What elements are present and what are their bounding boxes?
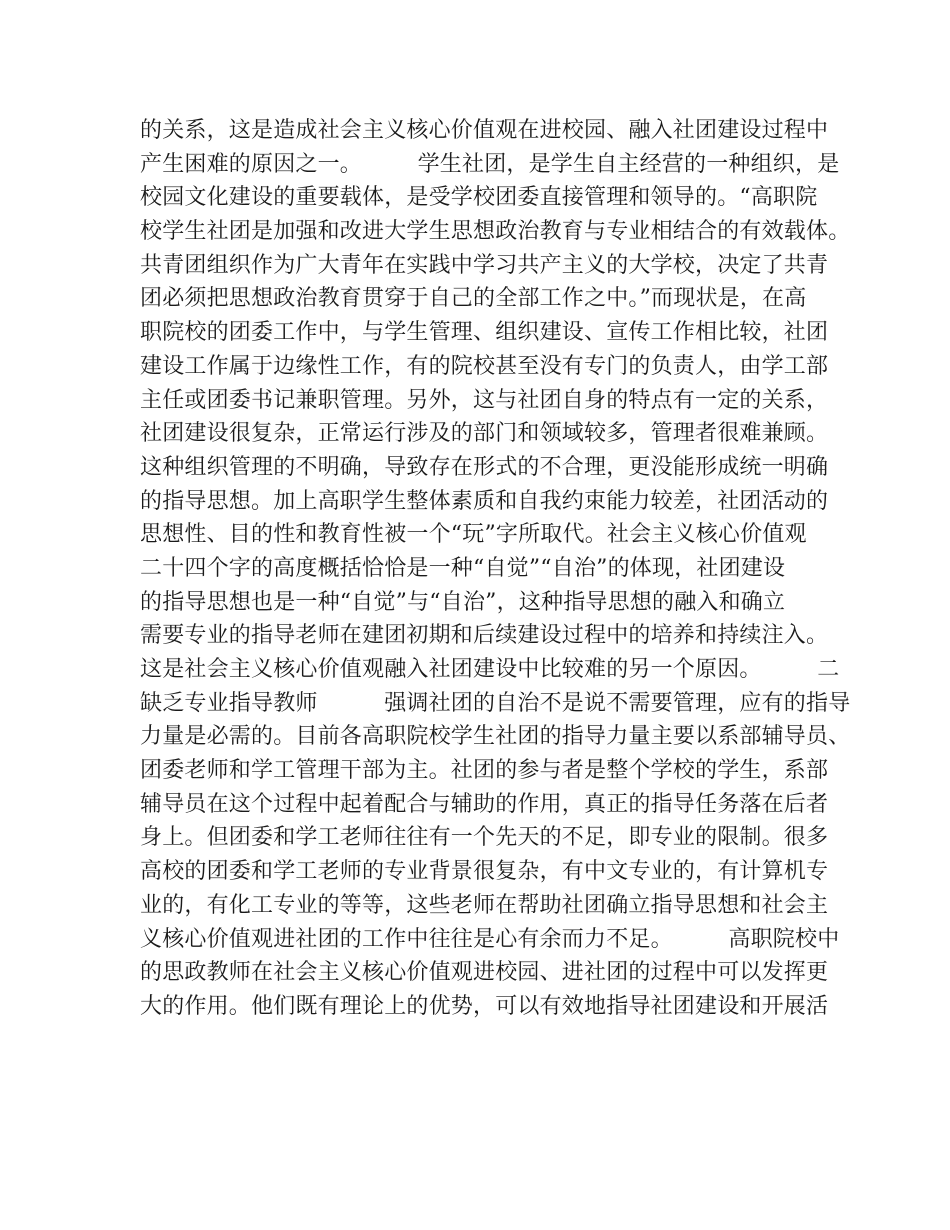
text-line: 社团建设很复杂，正常运行涉及的部门和领域较多，管理者很难兼顾。 xyxy=(140,421,829,447)
text-line: 这是社会主义核心价值观融入社团建设中比较难的另一个原因。 二 xyxy=(140,657,840,682)
text-line: 义核心价值观进社团的工作中往往是心有余而力不足。 高职院校中 xyxy=(140,926,840,952)
text-line: 这种组织管理的不明确，导致存在形式的不合理，更没能形成统一明确 xyxy=(140,454,829,480)
text-line: 二十四个字的高度概括恰恰是一种“自觉”“自治”的体现，社团建设 xyxy=(140,555,786,581)
text-line: 主任或团委书记兼职管理。另外，这与社团自身的特点有一定的关系， xyxy=(140,387,829,413)
text-line: 的思政教师在社会主义核心价值观进校园、进社团的过程中可以发挥更 xyxy=(140,960,829,986)
text-line: 大的作用。他们既有理论上的优势，可以有效地指导社团建设和开展活 xyxy=(140,993,829,1019)
text-line: 需要专业的指导老师在建团初期和后续建设过程中的培养和持续注入。 xyxy=(140,623,829,649)
text-line: 业的，有化工专业的等等，这些老师在帮助社团确立指导思想和社会主 xyxy=(140,892,829,918)
text-line: 团委老师和学工管理干部为主。社团的参与者是整个学校的学生，系部 xyxy=(140,758,829,784)
text-line: 建设工作属于边缘性工作，有的院校甚至没有专门的负责人，由学工部 xyxy=(140,353,829,379)
text-line: 的指导思想。加上高职学生整体素质和自我约束能力较差，社团活动的 xyxy=(140,488,829,514)
text-line: 思想性、目的性和教育性被一个“玩”字所取代。社会主义核心价值观 xyxy=(140,522,807,548)
text-line: 团必须把思想政治教育贯穿于自己的全部工作之中。”而现状是，在高 xyxy=(140,286,807,312)
text-line: 校学生社团是加强和改进大学生思想政治教育与专业相结合的有效载体。 xyxy=(140,219,851,245)
text-line: 共青团组织作为广大青年在实践中学习共产主义的大学校，决定了共青 xyxy=(140,252,829,278)
text-line: 缺乏专业指导教师 强调社团的自治不是说不需要管理，应有的指导 xyxy=(140,690,851,716)
text-line: 产生困难的原因之一。 学生社团，是学生自主经营的一种组织，是 xyxy=(140,151,840,177)
text-line: 力量是必需的。目前各高职院校学生社团的指导力量主要以系部辅导员、 xyxy=(140,724,851,750)
text-line: 的关系，这是造成社会主义核心价值观在进校园、融入社团建设过程中 xyxy=(140,118,829,143)
text-line: 校园文化建设的重要载体，是受学校团委直接管理和领导的。“高职院 xyxy=(140,185,818,211)
text-line: 身上。但团委和学工老师往往有一个先天的不足，即专业的限制。很多 xyxy=(140,825,829,851)
text-line: 的指导思想也是一种“自觉”与“自治”，这种指导思想的融入和确立 xyxy=(140,589,786,615)
text-line: 职院校的团委工作中，与学生管理、组织建设、宣传工作相比较，社团 xyxy=(140,320,829,346)
text-line: 辅导员在这个过程中起着配合与辅助的作用，真正的指导任务落在后者 xyxy=(140,791,829,817)
text-line: 高校的团委和学工老师的专业背景很复杂，有中文专业的，有计算机专 xyxy=(140,859,829,885)
body-text xyxy=(140,114,851,1024)
